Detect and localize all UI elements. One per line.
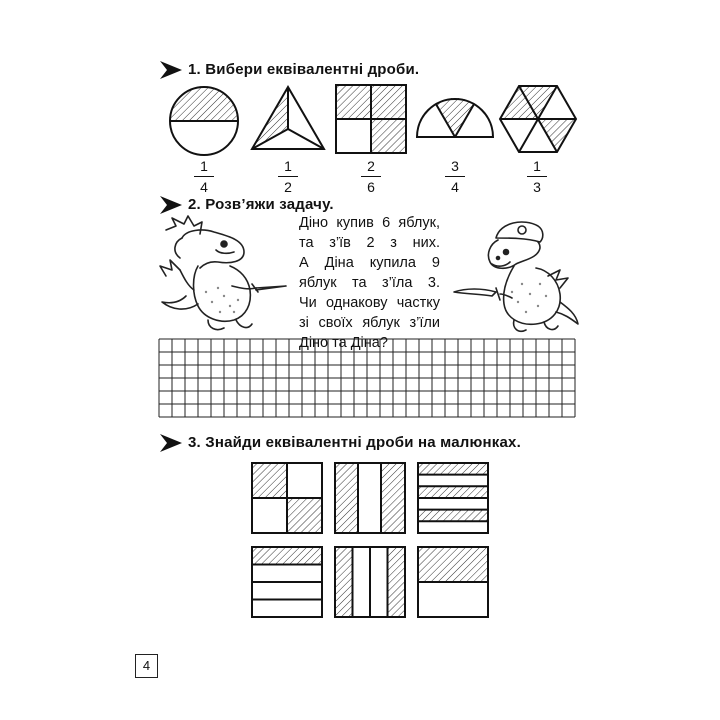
problem-line: Діно та Діна? [299,335,388,351]
fraction-5 [525,158,549,195]
fraction-bar [278,176,298,177]
task3-arrow-icon [160,434,182,452]
fraction-numerator: 1 [284,158,292,174]
shape-square-quarters [334,83,408,155]
task1-arrow-icon [160,61,182,79]
shape-hexagon-sixths [498,82,578,156]
page-number: 4 [135,654,158,678]
fraction-1 [192,158,216,195]
fraction-denominator: 6 [367,179,375,195]
fraction-numerator: 1 [533,158,541,174]
fraction-3 [359,158,383,195]
problem-line: яблук та з’їла 3. [299,275,440,291]
figure-square-horizontal-sixths [417,462,489,534]
fraction-2 [276,158,300,195]
fraction-4 [443,158,467,195]
fraction-bar [527,176,547,177]
task3-title: 3. Знайди еквівалентні дроби на малюнках. [188,434,521,451]
word-problem-text [299,213,440,353]
fraction-denominator: 3 [533,179,541,195]
problem-line: та з’їв 2 з них. [299,235,440,251]
fraction-numerator: 1 [200,158,208,174]
shape-semicircle-thirds [416,98,494,140]
task1-title: 1. Вибери еквівалентні дроби. [188,61,420,78]
pirate-dragon-illustration [452,214,582,336]
figure-square-horizontal-quarters [251,546,323,618]
fraction-denominator: 4 [200,179,208,195]
task2-title: 2. Розв’яжи задачу. [188,196,334,213]
answer-grid[interactable] [158,338,576,417]
figure-square-vertical-thirds [334,462,406,534]
problem-line: Чи однакову частку [299,295,440,311]
problem-line: Діно купив 6 яблук, [299,215,440,231]
task2-arrow-icon [160,196,182,214]
fraction-bar [445,176,465,177]
figure-square-vertical-quarters [334,546,406,618]
fraction-numerator: 3 [451,158,459,174]
problem-line: А Діна купила 9 [299,255,440,271]
figure-square-horizontal-halves [417,546,489,618]
fraction-denominator: 4 [451,179,459,195]
fraction-denominator: 2 [284,179,292,195]
fraction-numerator: 2 [367,158,375,174]
dragon-sword-illustration [158,216,288,334]
fraction-bar [194,176,214,177]
problem-line: зі своїх яблук з’їли [299,315,440,331]
shape-circle-half [168,85,240,157]
fraction-bar [361,176,381,177]
figure-square-quarters [251,462,323,534]
shape-triangle-thirds [250,85,326,151]
